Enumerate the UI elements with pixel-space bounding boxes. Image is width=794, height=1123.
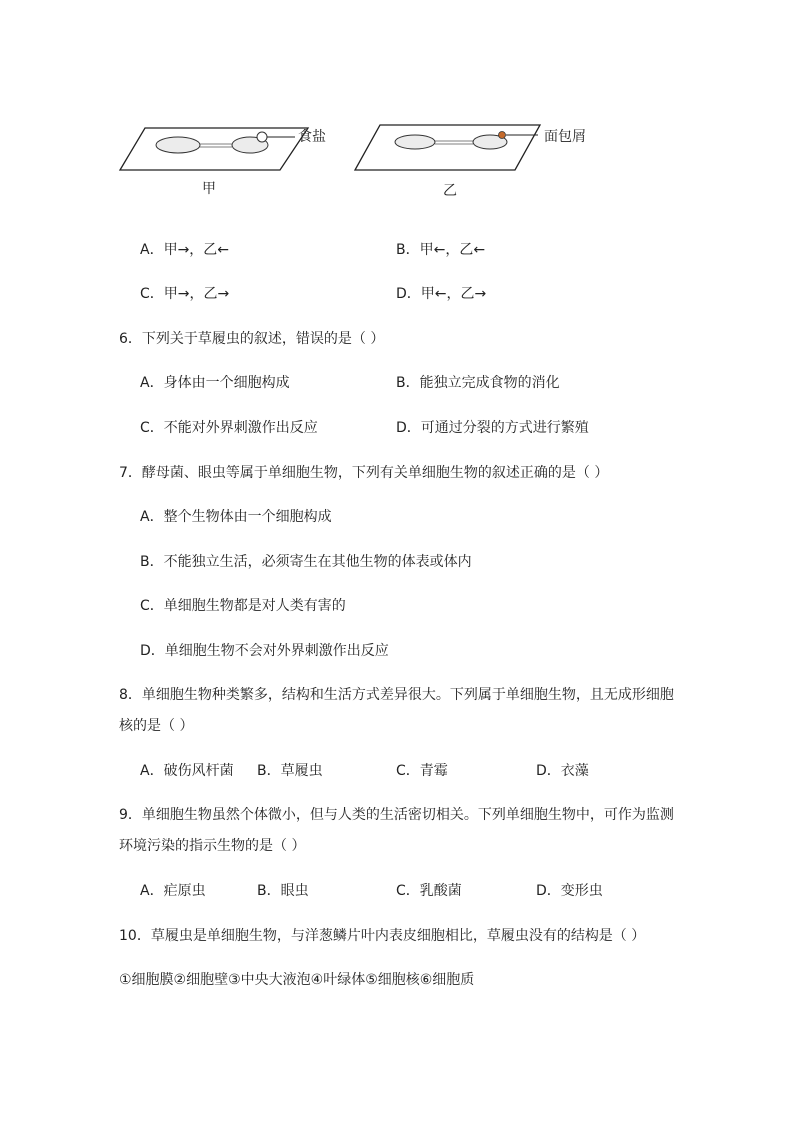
q6-option-b: B．能独立完成食物的消化 — [396, 375, 560, 391]
bread-crumb-callout: 面包屑 — [544, 129, 586, 145]
slide-figure — [110, 110, 710, 210]
figure-label-jia: 甲 — [202, 181, 216, 197]
q8-option-c: C．青霉 — [396, 763, 448, 779]
q6-stem: 6．下列关于草履虫的叙述，错误的是（ ） — [119, 331, 385, 347]
q5-option-d: D．甲←，乙→ — [396, 286, 487, 302]
q7-option-b: B．不能独立生活，必须寄生在其他生物的体表或体内 — [140, 554, 472, 570]
q8-stem-line1: 8．单细胞生物种类繁多，结构和生活方式差异很大。下列属于单细胞生物，且无成形细胞 — [119, 687, 674, 703]
q7-option-c: C．单细胞生物都是对人类有害的 — [140, 598, 346, 614]
q7-option-d: D．单细胞生物不会对外界刺激作出反应 — [140, 643, 389, 659]
salt-callout: 食盐 — [298, 129, 326, 145]
salt-crystal — [257, 132, 267, 142]
figure-label-yi: 乙 — [443, 183, 457, 199]
slide-diagram — [110, 110, 710, 210]
q9-stem-line2: 环境污染的指示生物的是（ ） — [119, 838, 306, 854]
slide-left — [120, 128, 308, 170]
q8-option-a: A．破伤风杆菌 — [140, 763, 234, 779]
q9-option-a: A．疟原虫 — [140, 883, 206, 899]
q9-option-c: C．乳酸菌 — [396, 883, 462, 899]
bread-crumb — [499, 132, 506, 139]
q6-option-d: D．可通过分裂的方式进行繁殖 — [396, 420, 589, 436]
q6-option-a: A．身体由一个细胞构成 — [140, 375, 290, 391]
q8-stem-line2: 核的是（ ） — [119, 718, 194, 734]
q7-stem: 7．酵母菌、眼虫等属于单细胞生物，下列有关单细胞生物的叙述正确的是（ ） — [119, 465, 609, 481]
q9-stem-line1: 9．单细胞生物虽然个体微小，但与人类的生活密切相关。下列单细胞生物中，可作为监测 — [119, 807, 674, 823]
q5-option-b: B．甲←，乙← — [396, 242, 486, 258]
q9-option-b: B．眼虫 — [257, 883, 309, 899]
slide-right — [355, 125, 540, 170]
q10-stem: 10．草履虫是单细胞生物，与洋葱鳞片叶内表皮细胞相比，草履虫没有的结构是（ ） — [119, 928, 646, 944]
q8-option-b: B．草履虫 — [257, 763, 323, 779]
q8-option-d: D．衣藻 — [536, 763, 589, 779]
q9-option-d: D．变形虫 — [536, 883, 603, 899]
q5-option-c: C．甲→，乙→ — [140, 286, 230, 302]
q5-option-a: A．甲→，乙← — [140, 242, 230, 258]
q7-option-a: A．整个生物体由一个细胞构成 — [140, 509, 332, 525]
q6-option-c: C．不能对外界刺激作出反应 — [140, 420, 318, 436]
q10-items: ①细胞膜②细胞壁③中央大液泡④叶绿体⑤细胞核⑥细胞质 — [119, 972, 475, 988]
